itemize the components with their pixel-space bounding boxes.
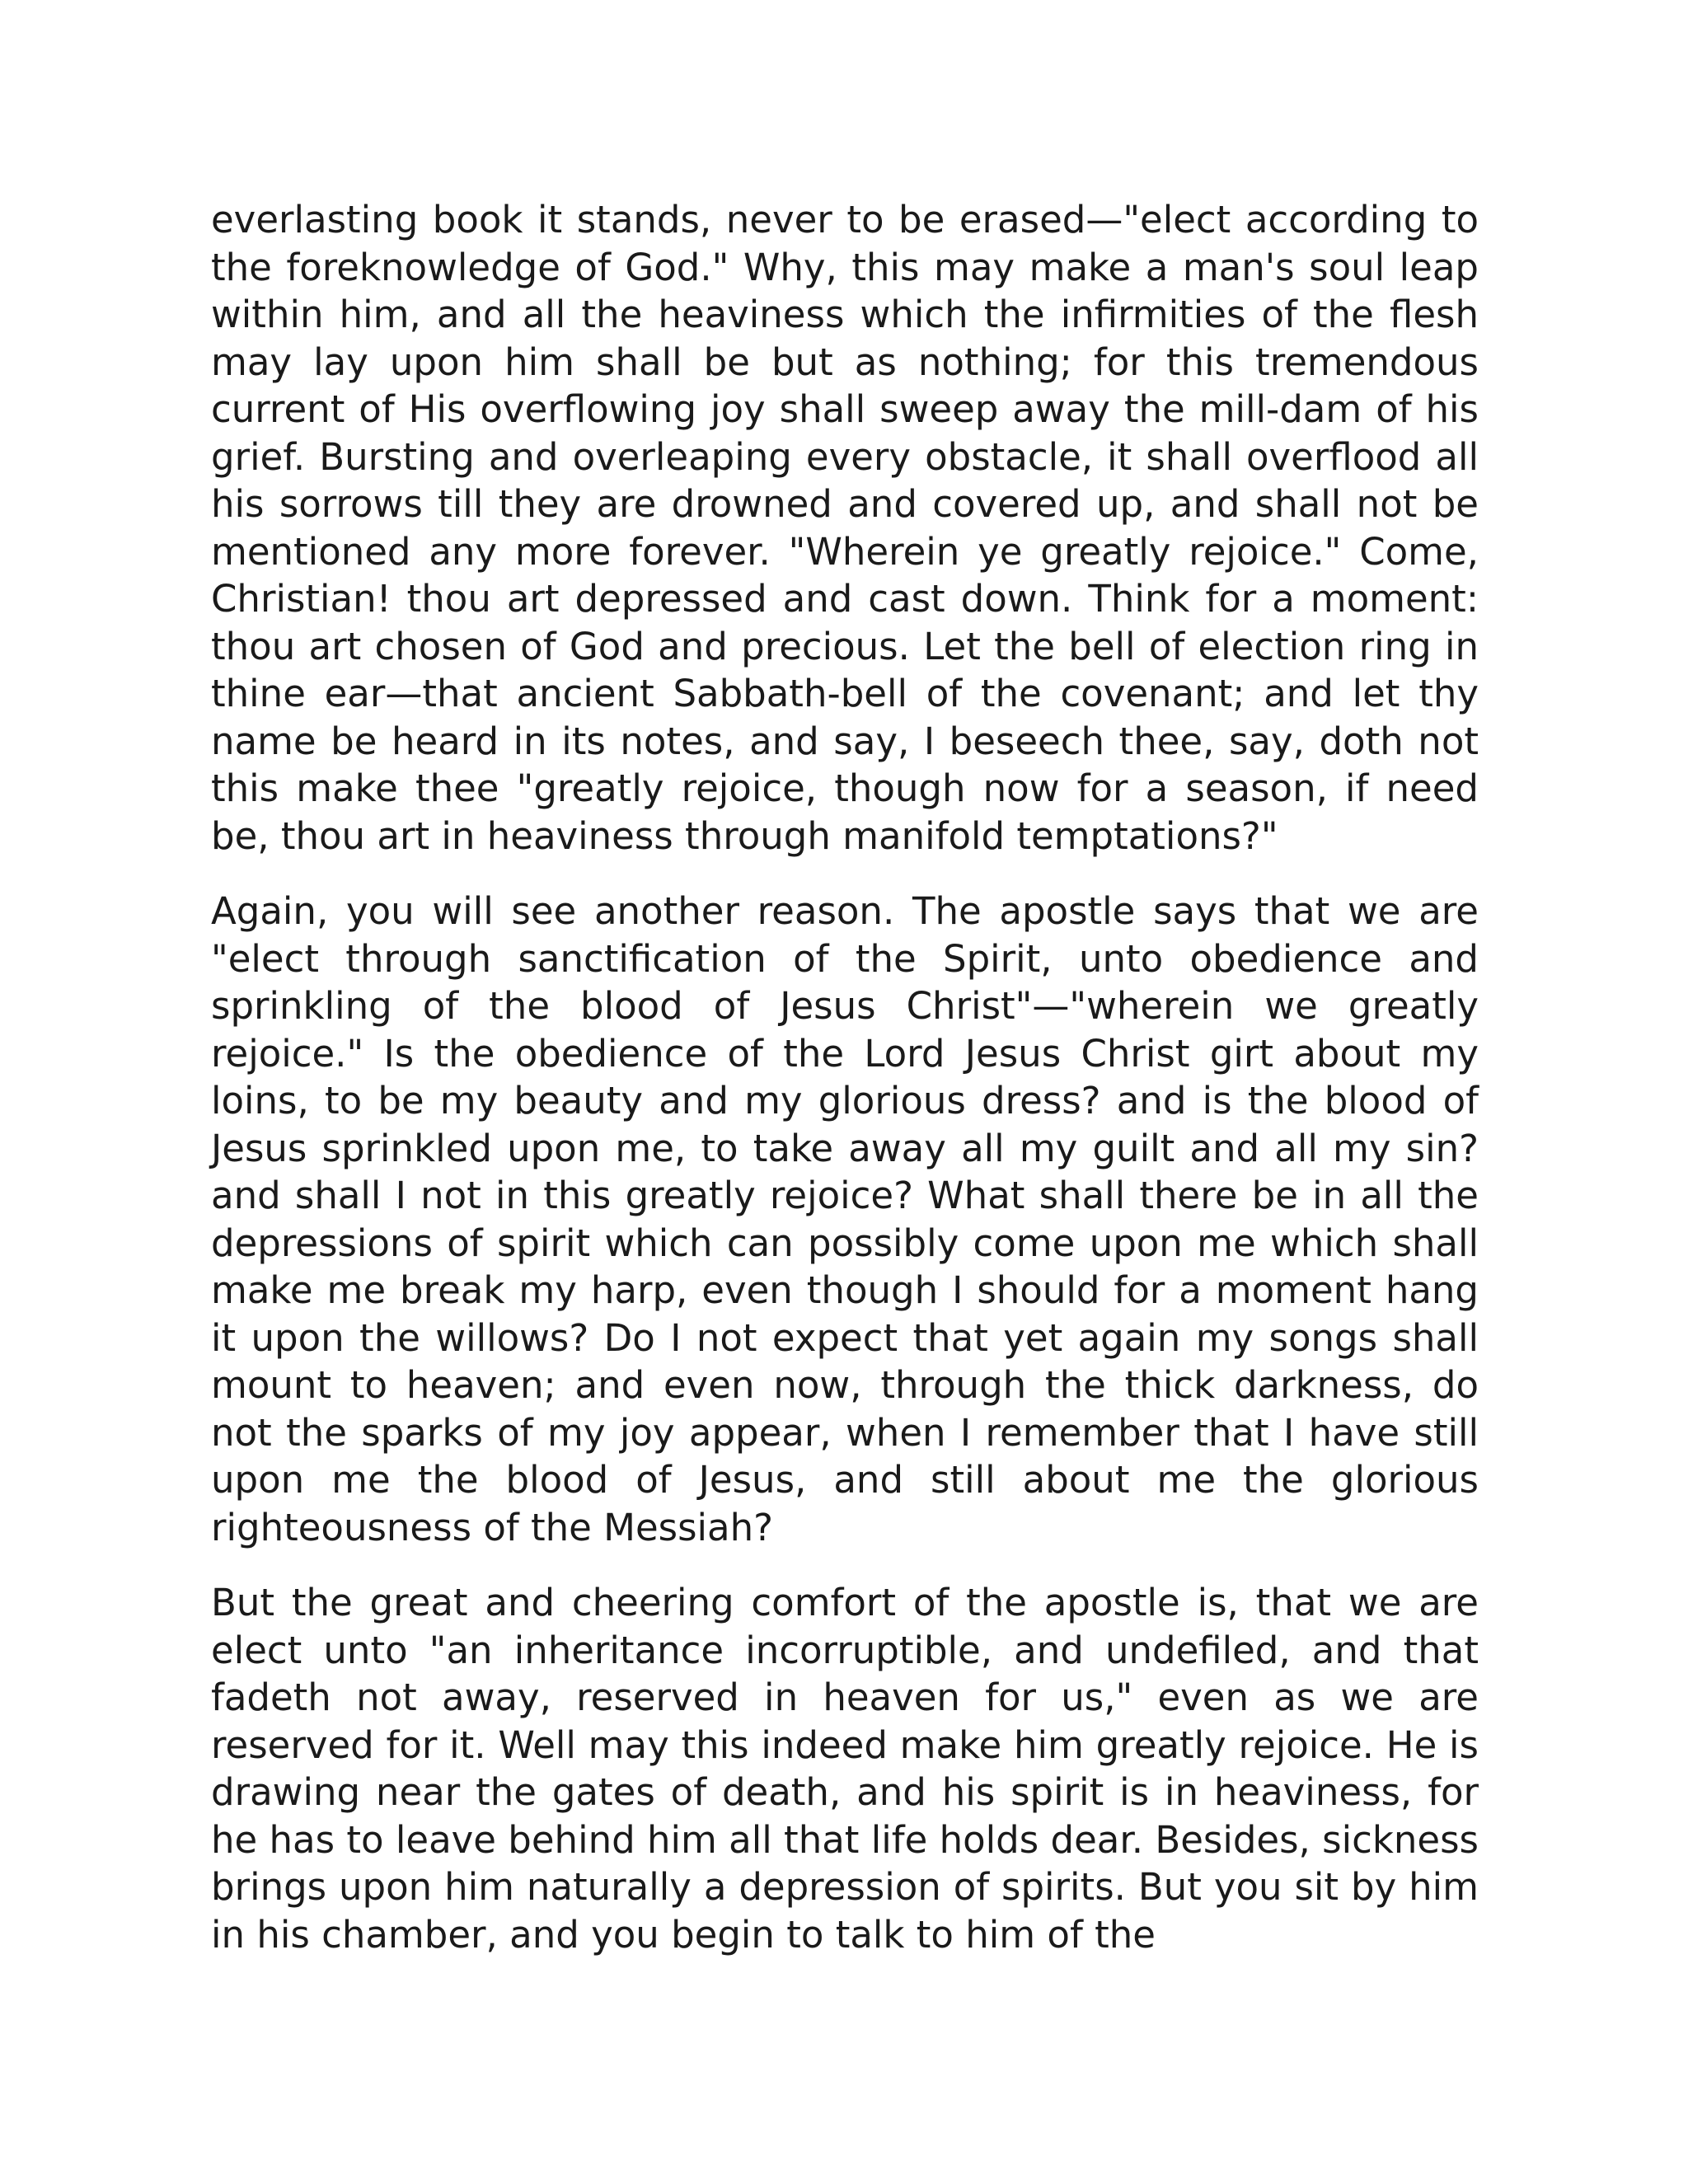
body-text xyxy=(211,196,1479,1958)
paragraph-inheritance: But the great and cheering comfort of the apostle is, that we are elect unto "an inheritance incorruptible, and undefiled, and that fadeth not away, reserved in heaven for us," even as we are reserved for it. Well may this indeed make him greatly rejoice. He is drawing near the gates of death, and his spirit is in heaviness, for he has to leave behind him all that life holds dear. Besides, sickness brings upon him naturally a depression of spirits. But you sit by him in his chamber, and you begin to talk to him of the xyxy=(211,1581,1479,1957)
paragraph-election-joy: everlasting book it stands, never to be erased—"elect according to the foreknowledge of God." Why, this may make a man's soul leap within him, and all the heaviness which the infirmities of the flesh may lay upon him shall be but as nothing; for this tremendous current of His overflowing joy shall sweep away the mill-dam of his grief. Bursting and overleaping every obstacle, it shall overflood all his sorrows till they are drowned and covered up, and shall not be mentioned any more forever. "Wherein ye greatly rejoice." Come, Christian! thou art depressed and cast down. Think for a moment: thou art chosen of God and precious. Let the bell of election ring in thine ear—that ancient Sabbath-bell of the covenant; and let thy name be heard in its notes, and say, I beseech thee, say, doth not this make thee "greatly rejoice, though now for a season, if need be, thou art in heaviness through manifold temptations?" xyxy=(211,198,1479,858)
paragraph-sanctification: Again, you will see another reason. The apostle says that we are "elect through sanctification of the Spirit, unto obedience and sprinkling of the blood of Jesus Christ"—"wherein we greatly rejoice." Is the obedience of the Lord Jesus Christ girt about my loins, to be my beauty and my glorious dress? and is the blood of Jesus sprinkled upon me, to take away all my guilt and all my sin? and shall I not in this greatly rejoice? What shall there be in all the depressions of spirit which can possibly come upon me which shall make me break my harp, even though I should for a moment hang it upon the willows? Do I not expect that yet again my songs shall mount to heaven; and even now, through the thick darkness, do not the sparks of my joy appear, when I remember that I have still upon me the blood of Jesus, and still about me the glorious righteousness of the Messiah? xyxy=(211,889,1479,1549)
